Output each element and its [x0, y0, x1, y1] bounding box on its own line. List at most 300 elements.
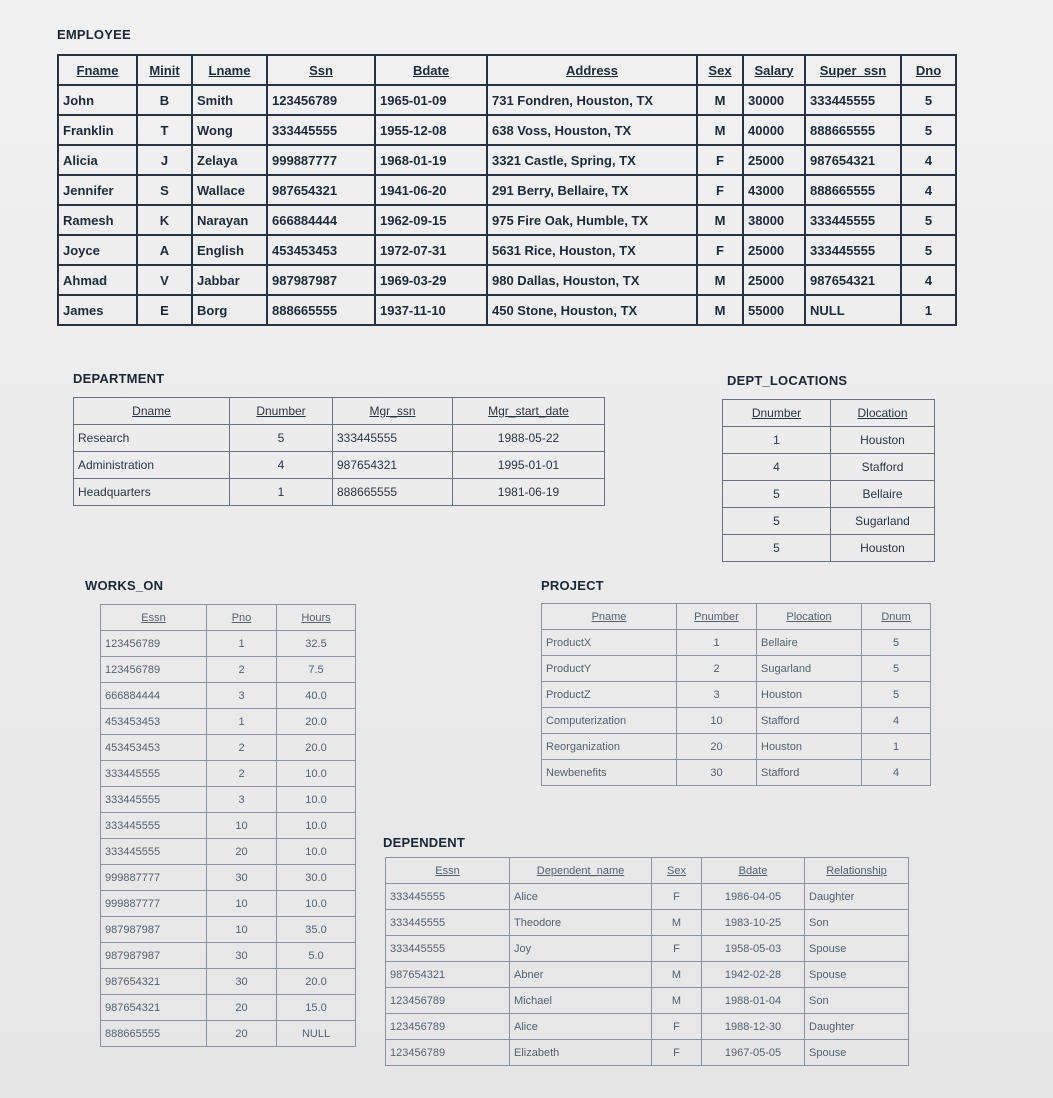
column-header: Ssn — [267, 55, 375, 85]
table-cell: M — [652, 910, 702, 936]
table-cell: 43000 — [743, 175, 805, 205]
table-cell: Reorganization — [542, 734, 677, 760]
table-cell: T — [137, 115, 192, 145]
table-cell: J — [137, 145, 192, 175]
table-cell: 1983-10-25 — [702, 910, 805, 936]
table-row — [723, 508, 935, 535]
table-cell: Research — [74, 425, 230, 452]
table-cell: 20.0 — [277, 735, 356, 761]
table-cell: 10.0 — [277, 891, 356, 917]
table-row — [101, 657, 356, 683]
table-cell: 999887777 — [267, 145, 375, 175]
table-cell: 980 Dallas, Houston, TX — [487, 265, 697, 295]
table-cell: 3 — [677, 682, 757, 708]
table-row — [723, 481, 935, 508]
table-cell: 5 — [723, 508, 831, 535]
column-header: Plocation — [757, 604, 862, 630]
table-cell: 4 — [723, 454, 831, 481]
table-cell: Joyce — [58, 235, 137, 265]
table-cell: E — [137, 295, 192, 325]
table-cell: Stafford — [757, 708, 862, 734]
project-title: PROJECT — [541, 578, 604, 593]
table-cell: 1 — [230, 479, 333, 506]
table-row — [386, 988, 909, 1014]
table-cell: Newbenefits — [542, 760, 677, 786]
column-header: Address — [487, 55, 697, 85]
table-cell: 888665555 — [101, 1021, 207, 1047]
table-cell: 1958-05-03 — [702, 936, 805, 962]
table-cell: 10 — [207, 917, 277, 943]
table-cell: F — [652, 1014, 702, 1040]
table-row — [542, 734, 931, 760]
table-cell: Houston — [757, 682, 862, 708]
column-header: Super_ssn — [805, 55, 901, 85]
table-cell: ProductY — [542, 656, 677, 682]
table-cell: 987654321 — [805, 265, 901, 295]
table-cell: 1968-01-19 — [375, 145, 487, 175]
table-cell: 10 — [207, 891, 277, 917]
table-cell: Elizabeth — [510, 1040, 652, 1066]
table-row — [101, 709, 356, 735]
table-cell: Sugarland — [831, 508, 935, 535]
table-cell: 20 — [207, 1021, 277, 1047]
table-cell: 20.0 — [277, 969, 356, 995]
table-cell: 7.5 — [277, 657, 356, 683]
column-header: Sex — [652, 858, 702, 884]
table-cell: F — [697, 145, 743, 175]
table-cell: 1 — [207, 709, 277, 735]
table-row — [723, 454, 935, 481]
works-on-title: WORKS_ON — [85, 578, 164, 593]
table-cell: 123456789 — [386, 1040, 510, 1066]
table-cell: M — [697, 295, 743, 325]
table-cell: 123456789 — [101, 631, 207, 657]
table-cell: 3 — [207, 787, 277, 813]
table-cell: Alice — [510, 1014, 652, 1040]
table-cell: Administration — [74, 452, 230, 479]
table-cell: A — [137, 235, 192, 265]
table-cell: 333445555 — [386, 936, 510, 962]
table-cell: 25000 — [743, 235, 805, 265]
table-row — [74, 452, 605, 479]
table-row — [58, 295, 956, 325]
table-cell: 30 — [207, 943, 277, 969]
department-table — [73, 397, 605, 506]
table-cell: Zelaya — [192, 145, 267, 175]
table-cell: 1941-06-20 — [375, 175, 487, 205]
table-row — [386, 936, 909, 962]
table-cell: 453453453 — [101, 709, 207, 735]
dept-locations-table — [722, 399, 935, 562]
table-cell: 888665555 — [267, 295, 375, 325]
table-cell: 10.0 — [277, 839, 356, 865]
table-cell: Abner — [510, 962, 652, 988]
table-cell: Franklin — [58, 115, 137, 145]
table-cell: 1942-02-28 — [702, 962, 805, 988]
header-row — [723, 400, 935, 427]
table-cell: F — [652, 1040, 702, 1066]
column-header: Dnumber — [723, 400, 831, 427]
column-header: Sex — [697, 55, 743, 85]
table-cell: F — [697, 175, 743, 205]
table-cell: ProductX — [542, 630, 677, 656]
table-row — [101, 813, 356, 839]
table-cell: 5.0 — [277, 943, 356, 969]
table-cell: 987654321 — [101, 995, 207, 1021]
table-cell: 987654321 — [333, 452, 453, 479]
table-cell: Smith — [192, 85, 267, 115]
table-cell: 5 — [901, 115, 956, 145]
table-row — [101, 969, 356, 995]
table-cell: 888665555 — [333, 479, 453, 506]
table-cell: 20.0 — [277, 709, 356, 735]
table-cell: 40.0 — [277, 683, 356, 709]
dept-locations-title: DEPT_LOCATIONS — [727, 373, 848, 388]
table-cell: Stafford — [757, 760, 862, 786]
table-cell: 450 Stone, Houston, TX — [487, 295, 697, 325]
table-cell: 987654321 — [805, 145, 901, 175]
table-cell: 38000 — [743, 205, 805, 235]
table-cell: M — [652, 988, 702, 1014]
table-cell: Ramesh — [58, 205, 137, 235]
table-row — [542, 656, 931, 682]
table-row — [386, 962, 909, 988]
table-cell: 4 — [901, 265, 956, 295]
table-cell: 25000 — [743, 145, 805, 175]
column-header: Fname — [58, 55, 137, 85]
table-cell: 1965-01-09 — [375, 85, 487, 115]
table-cell: M — [697, 205, 743, 235]
table-row — [58, 85, 956, 115]
column-header: Pno — [207, 605, 277, 631]
table-cell: 888665555 — [805, 115, 901, 145]
table-cell: V — [137, 265, 192, 295]
table-cell: 453453453 — [267, 235, 375, 265]
table-cell: 4 — [862, 760, 931, 786]
table-cell: 5 — [862, 682, 931, 708]
table-row — [723, 427, 935, 454]
table-cell: 30000 — [743, 85, 805, 115]
table-cell: Narayan — [192, 205, 267, 235]
table-cell: K — [137, 205, 192, 235]
table-cell: 666884444 — [101, 683, 207, 709]
table-cell: 2 — [207, 657, 277, 683]
table-cell: 1962-09-15 — [375, 205, 487, 235]
column-header: Dependent_name — [510, 858, 652, 884]
table-cell: 5 — [901, 205, 956, 235]
table-cell: 5 — [862, 630, 931, 656]
employee-table — [57, 54, 957, 326]
table-cell: 10 — [677, 708, 757, 734]
table-row — [101, 891, 356, 917]
table-row — [542, 708, 931, 734]
table-cell: 4 — [862, 708, 931, 734]
table-cell: 333445555 — [805, 235, 901, 265]
column-header: Essn — [386, 858, 510, 884]
table-cell: 15.0 — [277, 995, 356, 1021]
table-cell: 4 — [230, 452, 333, 479]
table-cell: Daughter — [805, 1014, 909, 1040]
table-cell: 4 — [901, 175, 956, 205]
table-cell: Wallace — [192, 175, 267, 205]
table-cell: M — [652, 962, 702, 988]
table-row — [58, 265, 956, 295]
table-cell: 20 — [677, 734, 757, 760]
table-cell: 2 — [207, 761, 277, 787]
header-row — [542, 604, 931, 630]
table-cell: Jabbar — [192, 265, 267, 295]
table-cell: Jennifer — [58, 175, 137, 205]
table-cell: 453453453 — [101, 735, 207, 761]
column-header: Hours — [277, 605, 356, 631]
table-cell: 1967-05-05 — [702, 1040, 805, 1066]
column-header: Mgr_ssn — [333, 398, 453, 425]
column-header: Pnumber — [677, 604, 757, 630]
dependent-title: DEPENDENT — [383, 835, 465, 850]
table-cell: 1972-07-31 — [375, 235, 487, 265]
column-header: Bdate — [375, 55, 487, 85]
table-cell: 20 — [207, 839, 277, 865]
table-row — [101, 865, 356, 891]
table-cell: John — [58, 85, 137, 115]
table-cell: Son — [805, 988, 909, 1014]
table-cell: Houston — [831, 427, 935, 454]
header-row — [101, 605, 356, 631]
header-row — [74, 398, 605, 425]
table-cell: 333445555 — [805, 205, 901, 235]
table-cell: 999887777 — [101, 865, 207, 891]
table-cell: 4 — [901, 145, 956, 175]
table-row — [386, 1014, 909, 1040]
table-row — [101, 761, 356, 787]
table-cell: M — [697, 265, 743, 295]
table-cell: 123456789 — [386, 988, 510, 1014]
column-header: Minit — [137, 55, 192, 85]
table-cell: B — [137, 85, 192, 115]
table-cell: 35.0 — [277, 917, 356, 943]
table-cell: S — [137, 175, 192, 205]
table-cell: 987654321 — [386, 962, 510, 988]
table-cell: 1 — [207, 631, 277, 657]
table-cell: Alicia — [58, 145, 137, 175]
table-cell: Borg — [192, 295, 267, 325]
table-cell: 731 Fondren, Houston, TX — [487, 85, 697, 115]
table-cell: 123456789 — [267, 85, 375, 115]
table-cell: Bellaire — [757, 630, 862, 656]
table-row — [542, 630, 931, 656]
table-cell: 123456789 — [101, 657, 207, 683]
table-cell: F — [652, 936, 702, 962]
table-row — [101, 683, 356, 709]
table-cell: 333445555 — [267, 115, 375, 145]
table-row — [723, 535, 935, 562]
column-header: Dlocation — [831, 400, 935, 427]
column-header: Bdate — [702, 858, 805, 884]
column-header: Lname — [192, 55, 267, 85]
table-cell: 1 — [677, 630, 757, 656]
table-cell: 999887777 — [101, 891, 207, 917]
table-cell: F — [697, 235, 743, 265]
table-cell: 10.0 — [277, 761, 356, 787]
table-cell: 10.0 — [277, 813, 356, 839]
table-cell: 30 — [207, 969, 277, 995]
table-cell: Spouse — [805, 936, 909, 962]
table-cell: F — [652, 884, 702, 910]
table-cell: Wong — [192, 115, 267, 145]
table-cell: 5 — [901, 85, 956, 115]
table-cell: Spouse — [805, 1040, 909, 1066]
table-cell: Theodore — [510, 910, 652, 936]
table-cell: ProductZ — [542, 682, 677, 708]
table-cell: 638 Voss, Houston, TX — [487, 115, 697, 145]
header-row — [386, 858, 909, 884]
table-cell: Spouse — [805, 962, 909, 988]
table-cell: 333445555 — [101, 813, 207, 839]
table-cell: 987987987 — [101, 943, 207, 969]
table-cell: 55000 — [743, 295, 805, 325]
column-header: Relationship — [805, 858, 909, 884]
table-row — [74, 479, 605, 506]
column-header: Dname — [74, 398, 230, 425]
table-cell: 975 Fire Oak, Humble, TX — [487, 205, 697, 235]
column-header: Dno — [901, 55, 956, 85]
table-cell: 2 — [207, 735, 277, 761]
table-cell: 25000 — [743, 265, 805, 295]
table-cell: 30.0 — [277, 865, 356, 891]
table-cell: 1 — [901, 295, 956, 325]
table-cell: 333445555 — [101, 839, 207, 865]
table-cell: 1969-03-29 — [375, 265, 487, 295]
table-cell: Daughter — [805, 884, 909, 910]
table-cell: 3 — [207, 683, 277, 709]
column-header: Essn — [101, 605, 207, 631]
table-cell: 1988-05-22 — [453, 425, 605, 452]
table-cell: 32.5 — [277, 631, 356, 657]
table-cell: 5 — [862, 656, 931, 682]
table-cell: 1988-12-30 — [702, 1014, 805, 1040]
table-cell: 1981-06-19 — [453, 479, 605, 506]
department-title: DEPARTMENT — [73, 371, 165, 386]
table-row — [101, 839, 356, 865]
table-cell: 666884444 — [267, 205, 375, 235]
table-row — [58, 145, 956, 175]
table-cell: Michael — [510, 988, 652, 1014]
table-cell: 5 — [901, 235, 956, 265]
table-cell: 20 — [207, 995, 277, 1021]
table-cell: 10 — [207, 813, 277, 839]
column-header: Dnumber — [230, 398, 333, 425]
table-cell: 333445555 — [805, 85, 901, 115]
dependent-table — [385, 857, 909, 1066]
table-cell: Computerization — [542, 708, 677, 734]
table-cell: 1 — [723, 427, 831, 454]
table-row — [74, 425, 605, 452]
table-row — [58, 205, 956, 235]
table-cell: 291 Berry, Bellaire, TX — [487, 175, 697, 205]
table-cell: 987987987 — [101, 917, 207, 943]
column-header: Mgr_start_date — [453, 398, 605, 425]
table-row — [101, 787, 356, 813]
column-header: Salary — [743, 55, 805, 85]
table-cell: 333445555 — [101, 787, 207, 813]
table-cell: Headquarters — [74, 479, 230, 506]
table-row — [101, 995, 356, 1021]
table-cell: 30 — [677, 760, 757, 786]
table-cell: Son — [805, 910, 909, 936]
table-cell: 333445555 — [333, 425, 453, 452]
table-row — [386, 1040, 909, 1066]
table-cell: 1988-01-04 — [702, 988, 805, 1014]
table-cell: Alice — [510, 884, 652, 910]
table-cell: 1986-04-05 — [702, 884, 805, 910]
table-row — [542, 682, 931, 708]
table-cell: English — [192, 235, 267, 265]
table-cell: Houston — [757, 734, 862, 760]
employee-title: EMPLOYEE — [57, 27, 131, 42]
table-cell: 5 — [230, 425, 333, 452]
column-header: Pname — [542, 604, 677, 630]
table-row — [58, 115, 956, 145]
table-cell: Houston — [831, 535, 935, 562]
table-cell: NULL — [805, 295, 901, 325]
table-row — [101, 1021, 356, 1047]
table-cell: 987654321 — [101, 969, 207, 995]
table-cell: 987987987 — [267, 265, 375, 295]
table-row — [386, 910, 909, 936]
table-cell: 40000 — [743, 115, 805, 145]
table-cell: 3321 Castle, Spring, TX — [487, 145, 697, 175]
table-row — [101, 917, 356, 943]
table-cell: Ahmad — [58, 265, 137, 295]
project-table — [541, 603, 931, 786]
table-cell: 5631 Rice, Houston, TX — [487, 235, 697, 265]
table-cell: 1937-11-10 — [375, 295, 487, 325]
table-cell: 333445555 — [101, 761, 207, 787]
table-row — [542, 760, 931, 786]
table-cell: 1995-01-01 — [453, 452, 605, 479]
table-cell: Stafford — [831, 454, 935, 481]
table-cell: 123456789 — [386, 1014, 510, 1040]
table-row — [386, 884, 909, 910]
column-header: Dnum — [862, 604, 931, 630]
table-cell: Sugarland — [757, 656, 862, 682]
table-cell: Bellaire — [831, 481, 935, 508]
table-cell: NULL — [277, 1021, 356, 1047]
table-cell: M — [697, 115, 743, 145]
table-cell: M — [697, 85, 743, 115]
table-cell: Joy — [510, 936, 652, 962]
table-cell: James — [58, 295, 137, 325]
table-cell: 1955-12-08 — [375, 115, 487, 145]
table-cell: 333445555 — [386, 884, 510, 910]
table-cell: 30 — [207, 865, 277, 891]
table-cell: 2 — [677, 656, 757, 682]
table-cell: 10.0 — [277, 787, 356, 813]
table-row — [58, 235, 956, 265]
works-on-table — [100, 604, 356, 1047]
table-cell: 333445555 — [386, 910, 510, 936]
table-row — [101, 943, 356, 969]
table-cell: 5 — [723, 535, 831, 562]
table-cell: 1 — [862, 734, 931, 760]
table-row — [58, 175, 956, 205]
header-row — [58, 55, 956, 85]
table-cell: 888665555 — [805, 175, 901, 205]
table-cell: 987654321 — [267, 175, 375, 205]
table-cell: 5 — [723, 481, 831, 508]
table-row — [101, 735, 356, 761]
table-row — [101, 631, 356, 657]
